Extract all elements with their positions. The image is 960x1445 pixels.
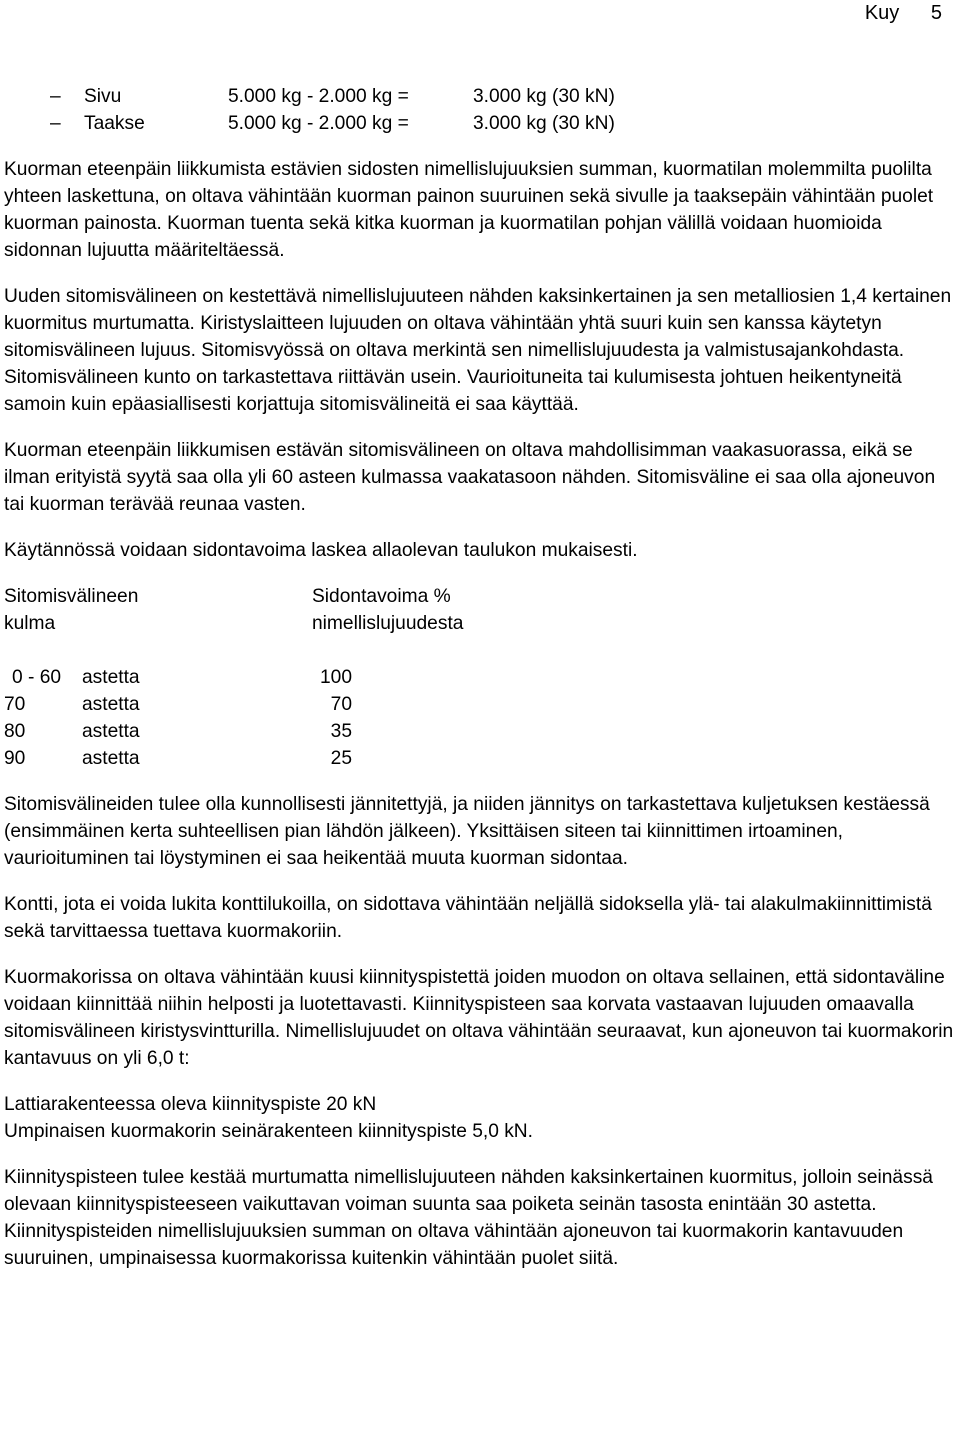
list-item-label: Sivu [84,86,122,107]
table-row [4,745,956,772]
table-header-cell: Sitomisvälineen [4,586,139,607]
paragraph: Käytännössä voidaan sidontavoima laskea allaolevan taulukon mukaisesti. [4,540,638,561]
table-header [4,583,956,637]
paragraph: Kontti, jota ei voida lukita konttilukoilla, on sidottava vähintään neljällä sidoksella ylä- tai alakulmakiinnittimistä sekä tarvittaessa tuettava kuormakoriin. [4,894,932,942]
paragraph: Kiinnityspisteen tulee kestää murtumatta nimellislujuuteen nähden kaksinkertainen kuormitus, jolloin seinässä olevaan kiinnityspisteeseen vaikuttavan voiman suunta saa poiketa seinän tasosta enintään 30 astetta. Kiinnityspisteiden nimellislujuuksien summan on oltava vähintään ajoneuvon tai kuormakorin kantavuuden suuruinen, umpinaisessa kuormakorissa kuitenkin vähintään puolet siitä. [4,1167,933,1269]
table-header-cell: kulma [4,613,56,634]
load-list [4,83,956,137]
table-cell-value: 25 [330,748,352,769]
paragraph: Kuorman eteenpäin liikkumista estävien sidosten nimellislujuuksien summan, kuormatilan molemmilta puolilta yhteen laskettuna, on oltava vähintään kuorman painon suuruinen sekä sivulle ja taaksepäin vähintään puolet kuorman painosta. Kuorman tuenta sekä kitka kuorman ja kuormatilan pohjan välillä voidaan huomioida sidonnan lujuutta määriteltäessä. [4,159,934,261]
list-item [4,83,956,110]
paragraph: Kuormakorissa on oltava vähintään kuusi kiinnityspistettä joiden muodon on oltava sellainen, että sidontaväline voidaan kiinnittää niihin helposti ja luotettavasti. Kiinnityspisteen saa korvata vastaavan lujuuden omaavalla sitomisvälineen kiristysvintturilla. Nimellislujuudet on oltava vähintään seuraavat, kun ajoneuvon tai kuormakorin kantavuus on yli 6,0 t: [4,967,954,1069]
table-header-cell: nimellislujuudesta [312,613,464,634]
table-cell-value: 100 [319,667,352,688]
page-header [865,0,942,26]
list-item-range: 5.000 kg - 2.000 kg = [228,113,409,134]
anchor-strength-line: Umpinaisen kuormakorin seinärakenteen kiinnityspiste 5,0 kN. [4,1121,533,1142]
table-header-cell: Sidontavoima % [312,586,451,607]
page-number: 5 [930,2,942,24]
table-cell-angle: 80 [4,721,26,742]
table-row [4,718,956,745]
header-label: Kuy [864,2,900,24]
dash-bullet: – [50,113,61,134]
paragraph: Uuden sitomisvälineen on kestettävä nimellislujuuteen nähden kaksinkertainen ja sen metalliosien 1,4 kertainen kuormitus murtumatta. Kiristyslaitteen lujuuden on oltava vähintään yhtä suuri kuin sen kanssa käytetyn sitomisvälineen lujuus. Sitomisvyössä on oltava merkintä sen nimellislujuudesta ja valmistusajankohdasta. Sitomisvälineen kunto on tarkastettava riittävän usein. Vaurioituneita tai kulumisesta johtuen heikentyneitä samoin kuin epäasiallisesti korjattuja sitomisvälineitä ei saa käyttää. [4,286,952,415]
angle-table [4,664,956,772]
table-cell-angle: 90 [4,748,26,769]
table-row [4,664,956,691]
table-cell-angle: 70 [4,694,26,715]
paragraph: Kuorman eteenpäin liikkumisen estävän sitomisvälineen on oltava mahdollisimman vaakasuorassa, eikä se ilman erityistä syytä saa olla yli 60 asteen kulmassa vaakatasoon nähden. Sitomisväline ei saa olla ajoneuvon tai kuorman terävää reunaa vasten. [4,440,936,515]
list-item-result: 3.000 kg (30 kN) [473,86,615,107]
anchor-strength-list [4,1091,956,1145]
table-cell-value: 70 [330,694,352,715]
list-item [4,110,956,137]
table-cell-unit: astetta [82,748,140,769]
anchor-strength-line: Lattiarakenteessa oleva kiinnityspiste 20 kN [4,1094,377,1115]
dash-bullet: – [50,86,61,107]
list-item-result: 3.000 kg (30 kN) [473,113,615,134]
list-item-range: 5.000 kg - 2.000 kg = [228,86,409,107]
list-item-label: Taakse [84,113,145,134]
table-cell-value: 35 [330,721,352,742]
table-cell-unit: astetta [82,721,140,742]
paragraph: Sitomisvälineiden tulee olla kunnollisesti jännitettyjä, ja niiden jännitys on tarkastettava kuljetuksen kestäessä (ensimmäinen kerta suhteellisen pian lähdön jälkeen). Yksittäisen siteen tai kiinnittimen irtoaminen, vaurioituminen tai löystyminen ei saa heikentää muuta kuorman sidontaa. [4,794,930,869]
table-cell-unit: astetta [82,667,140,688]
document-body [4,83,956,1272]
table-cell-unit: astetta [82,694,140,715]
table-row [4,691,956,718]
table-cell-angle: 0 - 60 [12,667,62,688]
